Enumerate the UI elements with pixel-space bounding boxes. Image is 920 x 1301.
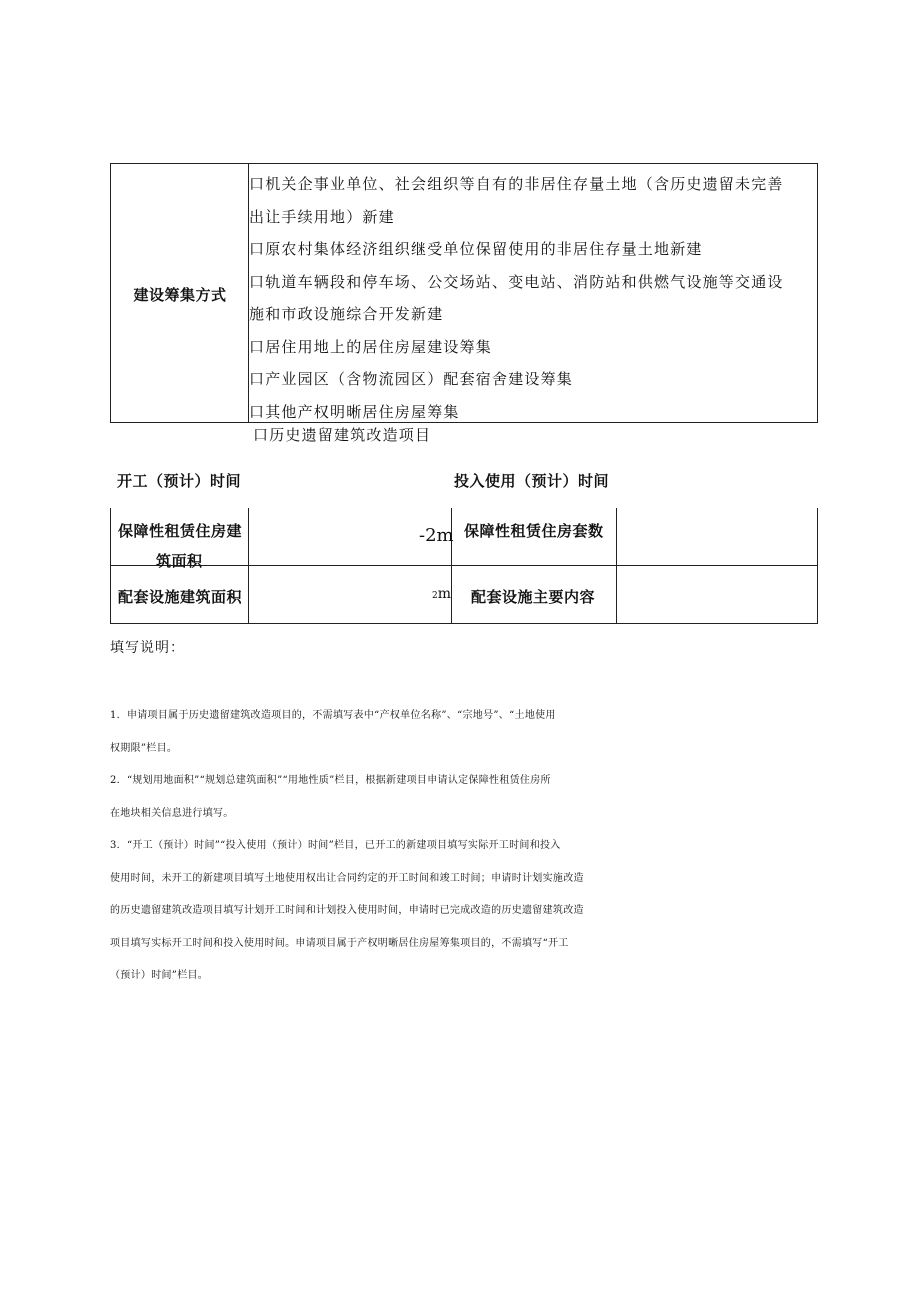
option-4-line-1: 居住用地上的居住房屋建设筹集	[265, 337, 493, 356]
note-3-line-5: （预计）时间”栏目。	[110, 970, 209, 981]
option-3[interactable]	[249, 266, 815, 331]
option-2-line-1: 原农村集体经济组织继受单位保留使用的非居住存量土地新建	[265, 240, 703, 258]
facility-area-unit-sup: 2	[432, 591, 438, 601]
note-1-line-2: 权期限”栏目。	[110, 742, 178, 754]
option-1-line-1: 机关企事业单位、社会组织等自有的非居住存量土地（含历史遗留未完善	[265, 175, 784, 193]
checkbox-glyph[interactable]: 口	[249, 175, 266, 193]
option-historic-renovation[interactable]	[253, 424, 431, 445]
construction-method-label-cell	[111, 164, 249, 422]
note-1-line-1: 1．申请项目属于历史遗留建筑改造项目的，不需填写表中“产权单位名称”、“宗地号”、“土地使用	[110, 710, 556, 721]
housing-units-label: 保障性租赁住房套数	[464, 522, 604, 540]
notes-list	[110, 700, 822, 993]
area-table	[110, 508, 818, 624]
facility-area-input[interactable]	[250, 567, 430, 621]
notes-title: 填写说明：	[110, 640, 185, 656]
option-historic-renovation-label: 历史遗留建筑改造项目	[269, 426, 432, 444]
housing-area-input[interactable]	[250, 510, 418, 563]
facility-area-unit-m: m	[437, 586, 452, 602]
checkbox-glyph[interactable]: 口	[249, 337, 266, 356]
option-1-line-2: 出让手续用地）新建	[249, 207, 395, 226]
facility-content-label: 配套设施主要内容	[471, 588, 596, 606]
housing-units-input[interactable]	[618, 510, 815, 563]
housing-area-unit: -2m	[419, 525, 454, 546]
construction-method-label: 建设筹集方式	[133, 286, 227, 304]
note-1	[110, 700, 822, 765]
checkbox-glyph[interactable]: 口	[253, 426, 270, 444]
construction-method-options	[249, 168, 815, 428]
note-2-line-1: 2．“规划用地面积”“规划总建筑面积”“用地性质”栏目，根据新建项目申请认定保障性租赁住房所	[110, 775, 551, 786]
note-3-line-4: 项目填写实标开工时间和投入使用时间。申请项目属于产权明晰居住房屋筹集项目的，不需填写“开工	[110, 937, 569, 949]
note-2-line-2: 在地块相关信息进行填写。	[110, 807, 234, 819]
note-3-line-3: 的历史遗留建筑改造项目填写计划开工时间和计划投入使用时间，申请时已完成改造的历史遗留建筑改造	[110, 905, 584, 916]
housing-area-label-line-1: 保障性租赁住房建	[118, 522, 243, 540]
note-3	[110, 830, 822, 993]
note-2	[110, 765, 822, 830]
use-time-label: 投入使用（预计）时间	[454, 472, 610, 490]
housing-area-label-line-2: 筑面积	[156, 552, 203, 570]
option-2[interactable]	[249, 233, 815, 266]
option-3-line-1: 轨道车辆段和停车场、公交场站、变电站、消防站和供燃气设施等交通设	[265, 272, 784, 291]
option-4[interactable]	[249, 331, 815, 364]
construction-method-table	[110, 163, 818, 423]
option-5-line-1: 产业园区（含物流园区）配套宿舍建设筹集	[265, 370, 574, 388]
option-5[interactable]	[249, 363, 815, 396]
facility-content-input[interactable]	[618, 567, 815, 621]
note-3-line-1: 3．“开工（预计）时间”“投入使用（预计）时间”栏目，已开工的新建项目填写实际开工时间和投入	[110, 840, 561, 851]
option-3-line-2: 施和市政设施综合开发新建	[249, 305, 444, 323]
option-1[interactable]	[249, 168, 815, 233]
checkbox-glyph[interactable]: 口	[249, 272, 266, 291]
checkbox-glyph[interactable]: 口	[249, 402, 266, 421]
facility-area-label: 配套设施建筑面积	[118, 588, 243, 606]
note-3-line-2: 使用时间，未开工的新建项目填写土地使用权出让合同约定的开工时间和竣工时间；申请时计划实施改造	[110, 872, 584, 884]
option-6-line-1: 其他产权明晰居住房屋筹集	[265, 402, 460, 421]
start-time-label: 开工（预计）时间	[117, 472, 242, 490]
checkbox-glyph[interactable]: 口	[249, 370, 266, 388]
facility-area-unit	[432, 586, 451, 602]
checkbox-glyph[interactable]: 口	[249, 240, 266, 258]
